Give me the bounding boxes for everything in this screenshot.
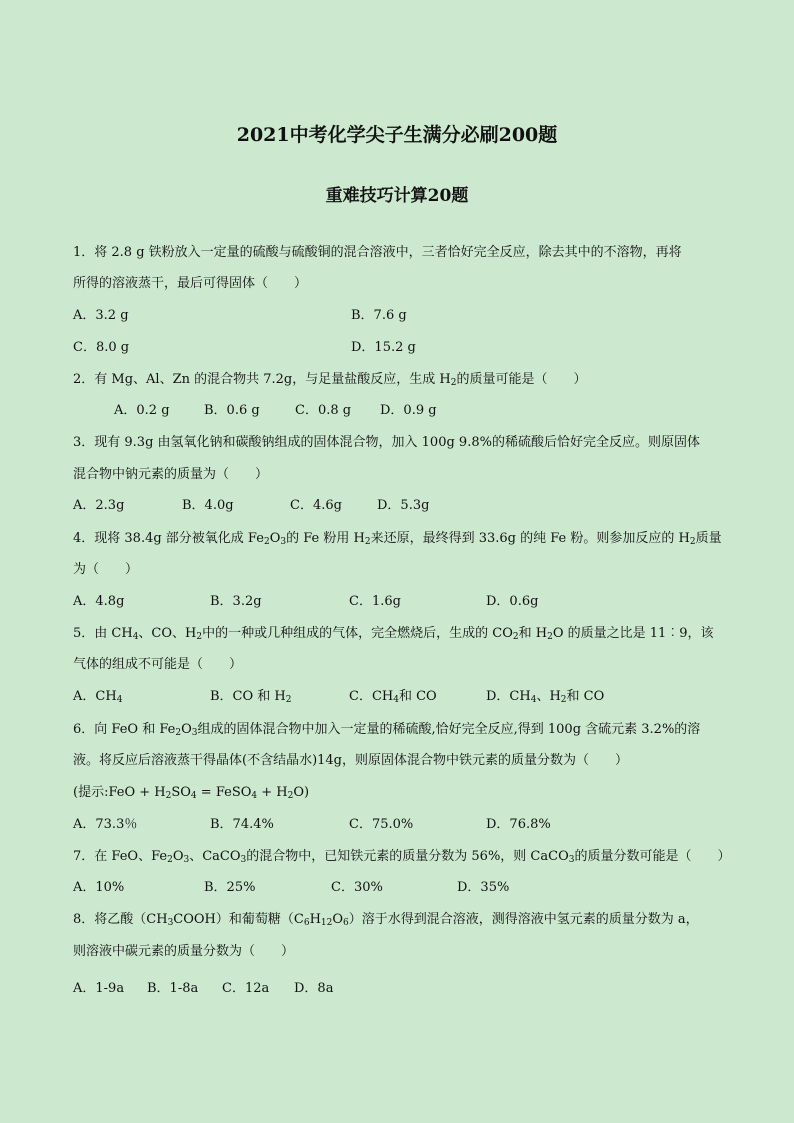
q7-option-d: D．35% [457,880,510,895]
q4-option-a: A．4.8g [73,594,125,609]
q7-option-a: A．10% [73,880,125,895]
q3-option-c: C．4.6g [290,498,342,513]
question-2-text: 2．有 Mg、Al、Zn 的混合物共 7.2g，与足量盐酸反应，生成 $H_2$的质量可能是（ ） [73,372,587,388]
q2-option-a: A．0.2 g [114,403,170,418]
q1-option-c: C．8.0 g [73,340,130,355]
q3-option-a: A．2.3g [73,498,125,513]
q5-option-b: B．CO 和 $H_2$ [210,689,292,705]
q5-option-d: D．$CH_4$、$H_2$和 CO [486,689,605,705]
q2-option-d: D．0.9 g [380,403,437,418]
question-5-text: 5．由 $CH_4$、CO、$H_2$中的一种或几种组成的气体，完全燃烧后，生成的 $CO_2$和 $H_2O$ 的质量之比是 11︰9，该 [73,626,714,642]
question-6-text-cont: 液。将反应后溶液蒸干得晶体(不含结晶水)14g，则原固体混合物中铁元素的质量分数为（ ） [73,753,629,768]
question-8-text: 8．将乙酸$(CH_3COOH)$和葡萄糖$(C_6H_{12}O_6)$溶于水得到混合溶液，测得溶液中氢元素的质量分数为 a， [73,912,699,928]
q7-option-b: B．25% [204,880,256,895]
question-8-text-cont: 则溶液中碳元素的质量分数为（ ） [73,944,295,959]
q8-option-b: B．1-8a [147,981,199,996]
question-3-text-cont: 混合物中钠元素的质量为（ ） [73,467,269,482]
question-5-text-cont: 气体的组成不可能是（ ） [73,657,243,672]
q2-option-b: B．0.6 g [204,403,260,418]
q6-option-b: B．74.4% [210,817,274,832]
question-6-text: 6．向 FeO 和 $Fe_2O_3$组成的固体混合物中加入一定量的稀硫酸,恰好完全反应,得到 100g 含硫元素 3.2%的溶 [73,722,701,738]
q5-option-a: A．$CH_4$ [73,689,123,705]
q8-option-c: C．12a [222,981,270,996]
question-4-text-cont: 为（ ） [73,562,139,577]
q4-option-b: B．3.2g [210,594,262,609]
q1-option-a: A．3.2 g [73,308,129,323]
q6-option-d: D．76.8% [486,817,551,832]
question-3-text: 3．现有 9.3g 由氢氧化钠和碳酸钠组成的固体混合物，加入 100g 9.8%的稀硫酸后恰好完全反应。则原固体 [73,435,700,450]
q7-option-c: C．30% [331,880,383,895]
q6-option-a: A．73.3％ [73,817,138,832]
q3-option-b: B．4.0g [182,498,234,513]
question-1-text: 1．将 2.8 g 铁粉放入一定量的硫酸与硫酸铜的混合溶液中，三者恰好完全反应，除去其中的不溶物，再将 [73,245,682,260]
question-6-hint: (提示:FeO + $H_2SO_4$ = FeSO$_4$ + $H_2O$) [73,785,310,801]
q5-option-c: C．$CH_4$和 CO [349,689,437,705]
page-title: 2021中考化学尖子生满分必刷200题 [236,124,558,146]
question-4-text: 4．现将 38.4g 部分被氧化成 $Fe_2O_3$的 Fe 粉用 $H_2$来还原，最终得到 33.6g 的纯 Fe 粉。则参加反应的 $H_2$质量 [73,531,722,547]
q4-option-d: D．0.6g [486,594,539,609]
q8-option-d: D．8a [294,981,334,996]
page-subtitle: 重难技巧计算20题 [325,186,469,206]
q3-option-d: D．5.3g [377,498,430,513]
q4-option-c: C．1.6g [349,594,401,609]
q8-option-a: A．1-9a [73,981,125,996]
q2-option-c: C．0.8 g [295,403,352,418]
question-1-text-cont: 所得的溶液蒸干，最后可得固体（ ） [73,276,308,291]
question-7-text: 7．在 FeO、$Fe_2O_3$、CaCO$_3$的混合物中，已知铁元素的质量分数为 56%，则 CaCO$_3$的质量分数可能是（ ） [73,849,731,865]
q6-option-c: C．75.0% [349,817,414,832]
q1-option-d: D．15.2 g [351,340,416,355]
q1-option-b: B．7.6 g [351,308,407,323]
